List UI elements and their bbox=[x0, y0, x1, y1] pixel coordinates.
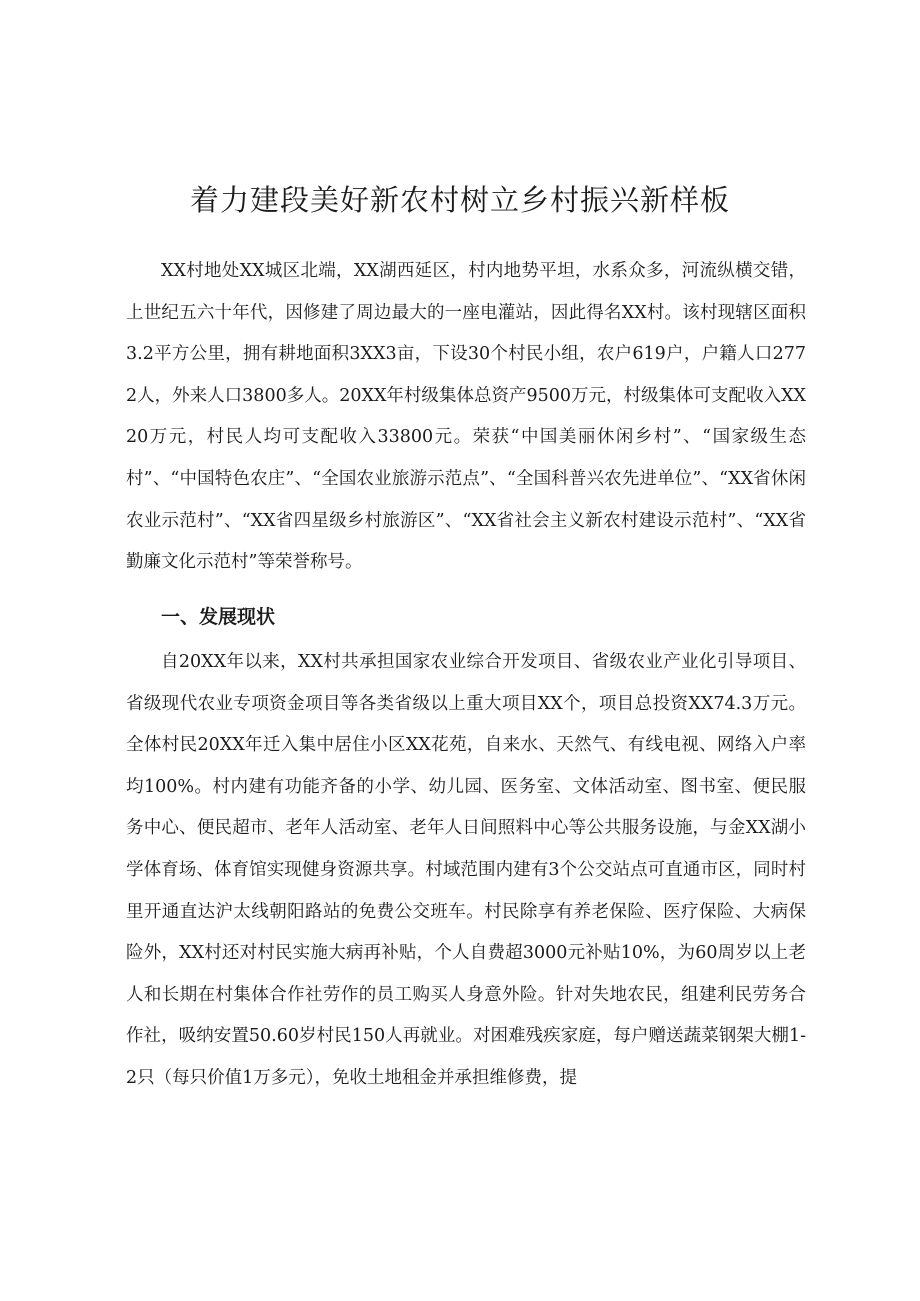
intro-paragraph: XX村地处XX城区北端，XX湖西延区，村内地势平坦，水系众多，河流纵横交错，上世纪五六十年代，因修建了周边最大的一座电灌站，因此得名XX村。该村现辖区面积3.2平方公里，拥有耕地面积3XX3亩，下设30个村民小组，农户619户，户籍人口2772人，外来人口3800多人。20XX年村级集体总资产9500万元，村级集体可支配收入XX20万元，村民人均可支配收入33800元。荣获“中国美丽休闲乡村”、“国家级生态村”、“中国特色农庄”、“全国农业旅游示范点”、“全国科普兴农先进单位”、“XX省休闲农业示范村”、“XX省四星级乡村旅游区”、“XX省社会主义新农村建设示范村”、“XX省勤廉文化示范村”等荣誉称号。 bbox=[126, 261, 806, 573]
section-paragraph: 自20XX年以来，XX村共承担国家农业综合开发项目、省级农业产业化引导项目、省级现代农业专项资金项目等各类省级以上重大项目XX个，项目总投资XX74.3万元。全体村民20XX年迁入集中居住小区XX花苑，自来水、天然气、有线电视、网络入户率均100%。村内建有功能齐备的小学、幼儿园、医务室、文体活动室、图书室、便民服务中心、便民超市、老年人活动室、老年人日间照料中心等公共服务设施，与金XX湖小学体育场、体育馆实现健身资源共享。村域范围内建有3个公交站点可直通市区，同时村里开通直达沪太线朝阳路站的免费公交班车。村民除享有养老保险、医疗保险、大病保险外，XX村还对村民实施大病再补贴，个人自费超3000元补贴10%，为60周岁以上老人和长期在村集体合作社劳作的员工购买人身意外险。针对失地农民，组建利民劳务合作社，吸纳安置50.60岁村民150人再就业。对困难残疾家庭，每户赠送蔬菜钢架大棚1-2只（每只价值1万多元），免收土地租金并承担维修费，提 bbox=[126, 652, 806, 1088]
section-heading: 一、发展现状 bbox=[161, 606, 276, 628]
document-title: 着力建段美好新农村树立乡村振兴新样板 bbox=[189, 183, 730, 217]
